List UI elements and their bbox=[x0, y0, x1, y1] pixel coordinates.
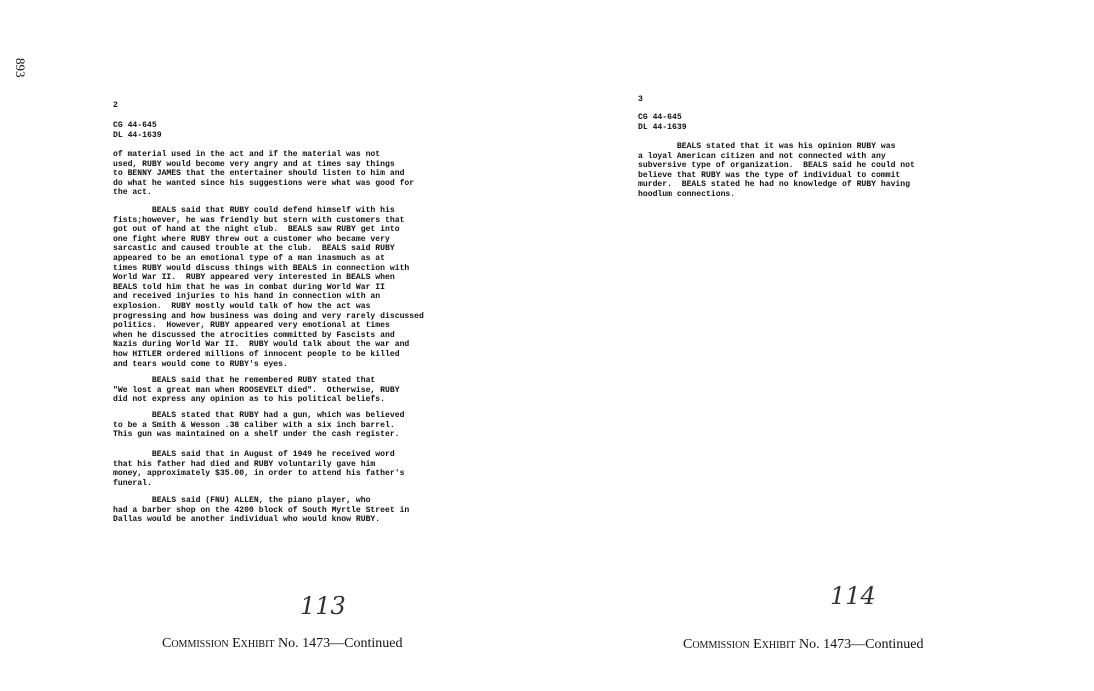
right-exhibit-caption bbox=[683, 637, 923, 653]
left-caption-suffix: No. 1473—Continued bbox=[274, 636, 403, 651]
left-paragraph-6: BEALS said (FNU) ALLEN, the piano player, who had a barber shop on the 4200 block of South Myrtle Street in Dallas would be another individual who would know RUBY. bbox=[113, 496, 410, 525]
side-page-number: 893 bbox=[13, 58, 28, 78]
right-handwritten-page-number: 114 bbox=[830, 582, 876, 610]
right-file-ref-1: CG 44-645 bbox=[638, 113, 682, 122]
left-file-ref-2: DL 44-1639 bbox=[113, 131, 162, 140]
right-paragraph-1: BEALS stated that it was his opinion RUBY was a loyal American citizen and not connected with any subversive type of organization. BEALS said he could not believe that RUBY was the type of individual to commit murder. BEALS stated he had no knowledge of RUBY having hoodlum connections. bbox=[638, 142, 915, 199]
left-paragraph-3: BEALS said that he remembered RUBY stated that "We lost a great man when ROOSEVELT died". Otherwise, RUBY did not express any opinion as to his political beliefs. bbox=[113, 376, 400, 405]
left-exhibit-caption bbox=[162, 636, 402, 652]
left-handwritten-page-number: 113 bbox=[300, 592, 346, 620]
right-caption-prefix: Commission Exhibit bbox=[683, 637, 796, 652]
right-caption-suffix: No. 1473—Continued bbox=[795, 637, 924, 652]
left-page-number: 2 bbox=[113, 101, 118, 110]
left-paragraph-5: BEALS said that in August of 1949 he received word that his father had died and RUBY voluntarily gave him money, approximately $35.00, in order to attend his father's funeral. bbox=[113, 450, 405, 488]
left-paragraph-2: BEALS said that RUBY could defend himself with his fists;however, he was friendly but stern with customers that got out of hand at the night club. BEALS saw RUBY get into one fight where RUBY threw out a customer who became very sarcastic and caused trouble at the club. BEALS said RUBY appeared to be an emotional type of a man inasmuch as at times RUBY would discuss things with BEALS in connection with World War II. RUBY appeared very interested in BEALS when BEALS told him that he was in combat during World War II and received injuries to his hand in connection with an explosion. RUBY mostly would talk of how the act was progressing and how business was doing and very rarely discussed politics. However, RUBY appeared very emotional at times when he discussed the atrocities committed by Fascists and Nazis during World War II. RUBY would talk about the war and how HITLER ordered millions of innocent people to be killed and tears would come to RUBY's eyes. bbox=[113, 206, 424, 369]
right-page-number: 3 bbox=[638, 95, 643, 104]
left-file-ref-1: CG 44-645 bbox=[113, 121, 157, 130]
left-caption-prefix: Commission Exhibit bbox=[162, 636, 275, 651]
right-file-ref-2: DL 44-1639 bbox=[638, 123, 687, 132]
left-paragraph-1: of material used in the act and if the material was not used, RUBY would become very angry and at times say things to BENNY JAMES that the entertainer should listen to him and do what he wanted since his suggestions were what was good for the act. bbox=[113, 150, 415, 198]
left-paragraph-4: BEALS stated that RUBY had a gun, which was believed to be a Smith & Wesson .38 caliber with a six inch barrel. This gun was maintained on a shelf under the cash register. bbox=[113, 411, 405, 440]
